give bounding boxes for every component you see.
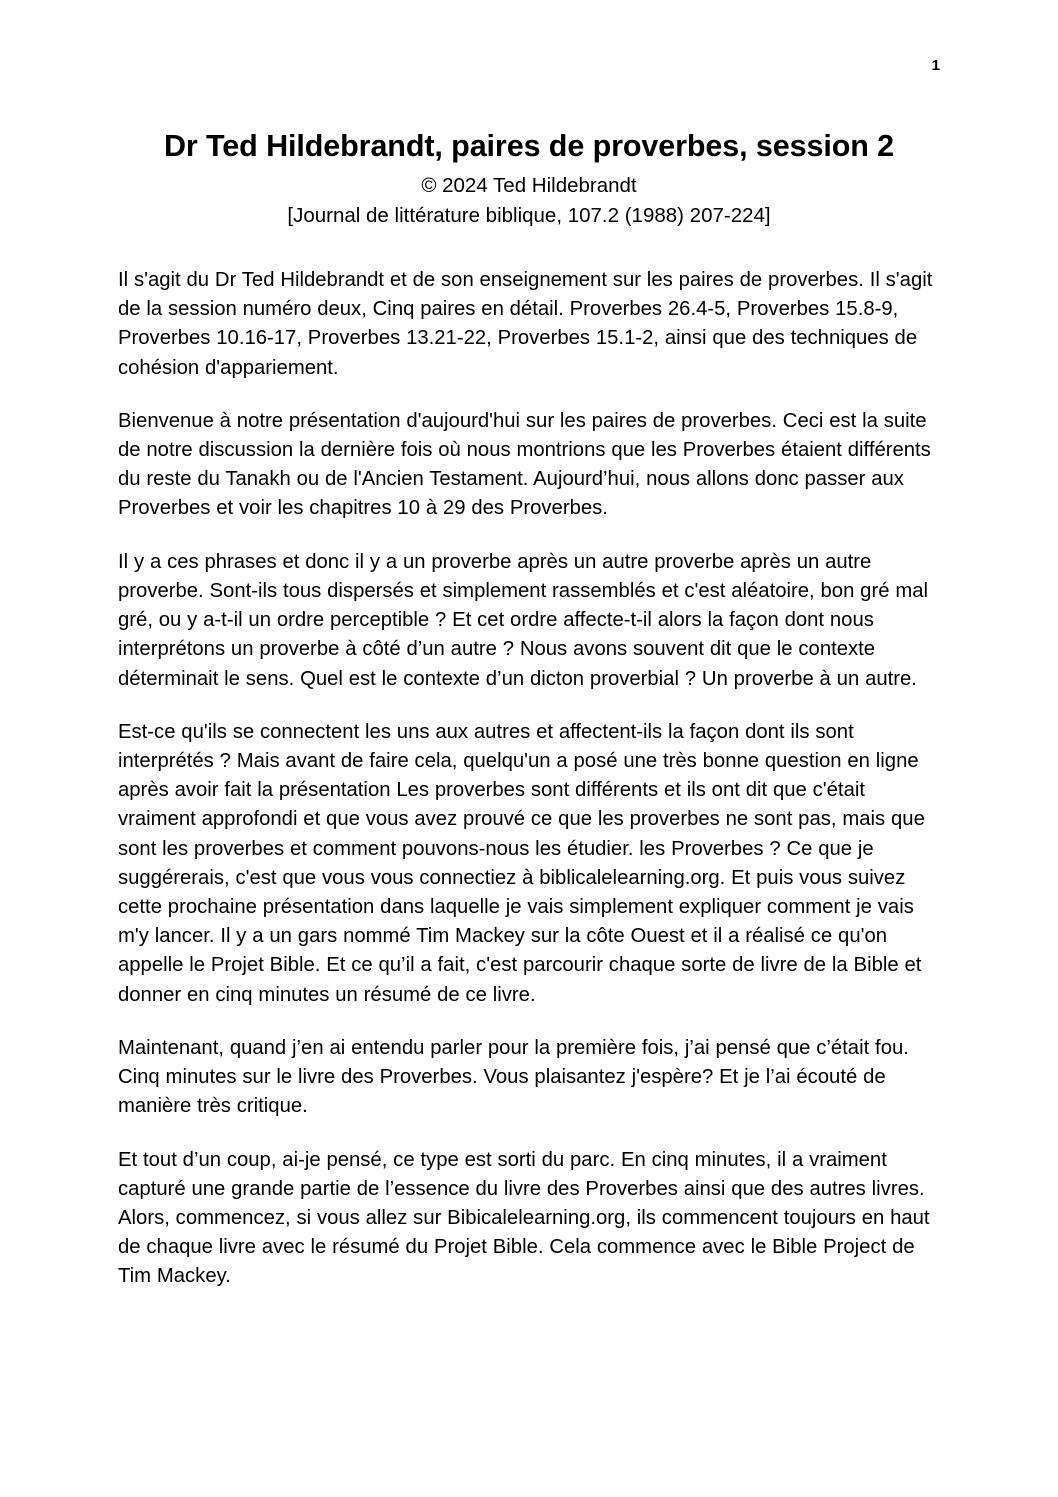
citation-line: [Journal de littérature biblique, 107.2 (1988) 207-224] [287, 204, 771, 228]
page-title: Dr Ted Hildebrandt, paires de proverbes, session 2 [163, 129, 895, 163]
paragraph: Et tout d’un coup, ai-je pensé, ce type est sorti du parc. En cinq minutes, il a vraiment capturé une grande partie de l’essence du livre des Proverbes ainsi que des autres livres. Alors, commencez, si vous allez sur Bibicalelearning.org, ils commencent toujours en haut de chaque livre avec le résumé du Projet Bible. Cela commence avec le Bible Project de Tim Mackey. [118, 1148, 930, 1288]
paragraph: Maintenant, quand j’en ai entendu parler pour la première fois, j’ai pensé que c’était fou. Cinq minutes sur le livre des Proverbes. Vous plaisantez j'espère? Et je l’ai écouté de manière très critique. [118, 1036, 909, 1118]
paragraph: Il y a ces phrases et donc il y a un proverbe après un autre proverbe après un autre proverbe. Sont-ils tous dispersés et simplement rassemblés et c'est aléatoire, bon gré mal gré, ou y a-t-il un ordre perceptible ? Et cet ordre affecte-t-il alors la façon dont nous interprétons un proverbe à côté d’un autre ? Nous avons souvent dit que le contexte déterminait le sens. Quel est le contexte d’un dicton proverbial ? Un proverbe à un autre. [118, 550, 929, 690]
paragraph: Est-ce qu'ils se connectent les uns aux autres et affectent-ils la façon dont ils sont interprétés ? Mais avant de faire cela, quelqu'un a posé une très bonne question en ligne après avoir fait la présentation Les proverbes sont différents et ils ont dit que c'était vraiment approfondi et que vous avez prouvé ce que les proverbes ne sont pas, mais que sont les proverbes et comment pouvons-nous les étudier. les Proverbes ? Ce que je suggérerais, c'est que vous vous connectiez à biblicalelearning.org. Et puis vous suivez cette prochaine présentation dans laquelle je vais simplement expliquer comment je vais m'y lancer. Il y a un gars nommé Tim Mackey sur la côte Ouest et il a réalisé ce qu'on appelle le Projet Bible. Et ce qu’il a fait, c'est parcourir chaque sorte de livre de la Bible et donner en cinq minutes un résumé de ce livre. [118, 720, 925, 1006]
page-number: 1 [931, 57, 940, 74]
copyright-line: © 2024 Ted Hildebrandt [421, 173, 637, 197]
paragraph: Bienvenue à notre présentation d'aujourd'hui sur les paires de proverbes. Ceci est la suite de notre discussion la dernière fois où nous montrions que les Proverbes étaient différents du reste du Tanakh ou de l'Ancien Testament. Aujourd’hui, nous allons donc passer aux Proverbes et voir les chapitres 10 à 29 des Proverbes. [118, 409, 931, 520]
document-body [118, 266, 940, 1292]
paragraph: Il s'agit du Dr Ted Hildebrandt et de son enseignement sur les paires de proverbes. Il s'agit de la session numéro deux, Cinq paires en détail. Proverbes 26.4-5, Proverbes 15.8-9, Proverbes 10.16-17, Proverbes 13.21-22, Proverbes 15.1-2, ainsi que des techniques de cohésion d'appariement. [118, 268, 933, 379]
